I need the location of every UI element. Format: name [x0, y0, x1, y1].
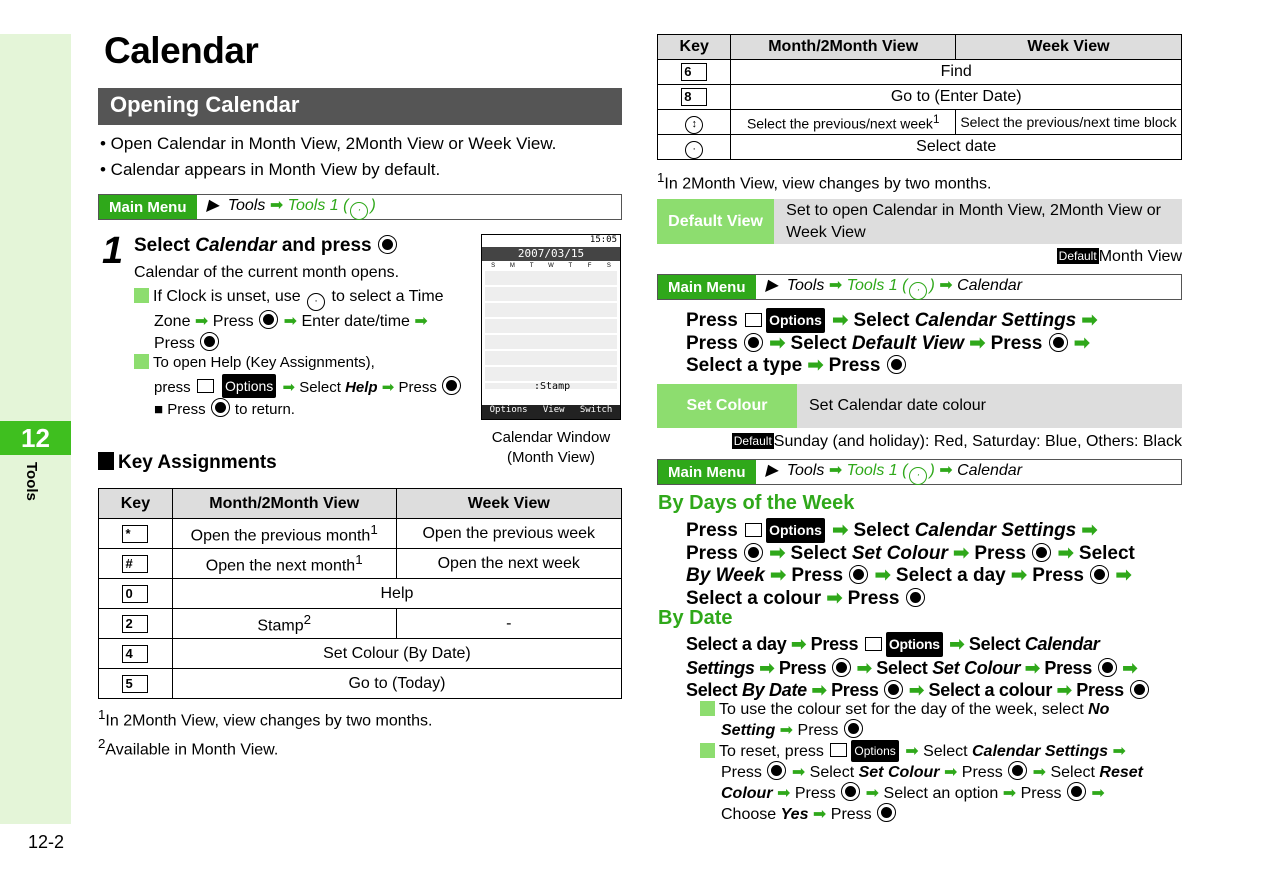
table-row: 8 Go to (Enter Date) — [658, 85, 1182, 110]
zero-key-icon: 0 — [122, 585, 148, 603]
by-date-note-1: To use the colour set for the day of the week, select No Setting ➡ Press — [700, 700, 1182, 741]
by-days-heading: By Days of the Week — [658, 492, 855, 514]
nav-key-icon: · — [307, 293, 325, 311]
default-view-default: Default Month View — [1058, 248, 1182, 265]
step-1-text: Select Calendar and press — [134, 235, 398, 258]
table-row: ↕ Select the previous/next week$^1$ Select the previous/next time block — [658, 110, 1182, 135]
six-key-icon: 6 — [681, 63, 707, 81]
note-help: To open Help (Key Assignments), press Options ➡ Select Help ➡ Press ■ Press to return. — [134, 352, 479, 421]
star-key-icon: * — [122, 525, 148, 543]
section-heading: Opening Calendar — [98, 88, 622, 125]
phone-calendar-grid: S M T W T F S — [491, 263, 611, 269]
table-row: 4 Set Colour (By Date) — [99, 639, 622, 669]
nav-key-icon: · — [909, 467, 927, 485]
phone-softkeys: Options View Switch — [482, 405, 620, 419]
center-key-icon — [1050, 334, 1067, 351]
footnotes-left: $^1$In 2Month View, view changes by two months. $^2$Available in Month View. — [98, 707, 433, 759]
default-view-steps: Press Options ➡ Select Calendar Settings ➡ Press ➡ Select Default View ➡ Press ➡ Select a type ➡ Press — [686, 310, 1098, 376]
key-assignments-heading: Key Assignments — [98, 452, 277, 474]
note-marker-icon — [134, 288, 149, 303]
table-row: * Open the previous month$^1$ Open the previous week — [99, 519, 622, 549]
center-key-icon — [745, 334, 762, 351]
set-colour-bar: Set Colour Set Calendar date colour — [657, 384, 1182, 428]
nav-up-down-icon: ↕ — [685, 116, 703, 134]
center-key-icon — [443, 377, 460, 394]
default-view-bar: Default View Set to open Calendar in Month View, 2Month View or Week View — [657, 199, 1182, 244]
phone-date-bar: 2007/03/15 — [482, 247, 620, 261]
key-table-right: Key Month/2Month View Week View 6 Find 8 Go to (Enter Date) ↕ Select the previous/next week$^1$ Select the previous/next time block · Select date — [657, 34, 1182, 160]
step-1-desc: Calendar of the current month opens. — [134, 264, 400, 281]
main-menu-path: Main Menu ▶ Tools ➡ Tools 1 ( · ) ➡ Calendar — [657, 459, 1182, 485]
set-colour-default: Default Sunday (and holiday): Red, Saturday: Blue, Others: Black — [733, 433, 1182, 450]
main-menu-path: Main Menu ▶ Tools ➡ Tools 1 ( · ) ➡ Calendar — [657, 274, 1182, 300]
main-menu-path: Main Menu ▶ Tools ➡ Tools 1 ( · ) — [98, 194, 622, 220]
phone-caption: Calendar Window (Month View) — [491, 429, 611, 466]
bullet-2: • Calendar appears in Month View by default. — [100, 160, 441, 179]
options-softkey-icon: Options — [766, 308, 825, 333]
table-row: 0 Help — [99, 579, 622, 609]
by-date-steps: Select a day ➡ Press Options ➡ Select Calendar Settings ➡ Press ➡ Select Set Colour ➡ Press ➡ Select By Date ➡ Press ➡ Select a colour ➡ Press — [686, 632, 1186, 702]
center-key-icon — [212, 399, 229, 416]
phone-calendar-cells — [485, 271, 617, 389]
center-key-icon — [201, 333, 218, 350]
page-title: Calendar — [104, 30, 259, 71]
by-days-steps: Press Options ➡ Select Calendar Settings ➡ Press ➡ Select Set Colour ➡ Press ➡ Select By Week ➡ Press ➡ Select a day ➡ Press ➡ Select a colour ➡ Press — [686, 520, 1135, 609]
chapter-number: 12 — [0, 421, 71, 455]
calendar-screen-image — [481, 234, 621, 420]
two-key-icon: 2 — [122, 615, 148, 633]
nav-key-icon: · — [909, 282, 927, 300]
footnote-right: $^1$In 2Month View, view changes by two months. — [657, 170, 992, 193]
phone-stamp-hint: :Stamp — [534, 381, 571, 392]
main-menu-tag: Main Menu — [99, 195, 197, 219]
bullet-1: • Open Calendar in Month View, 2Month View or Week View. — [100, 134, 557, 153]
by-date-heading: By Date — [658, 607, 733, 629]
table-row: · Select date — [658, 135, 1182, 160]
nav-key-icon: · — [350, 202, 368, 220]
four-key-icon: 4 — [122, 645, 148, 663]
by-date-note-2: To reset, press Options ➡ Select Calendar Settings ➡ Press ➡ Select Set Colour ➡ Press ➡ Select Reset Colour ➡ Press ➡ Select an option ➡ Press ➡ Choose Yes ➡ Press — [700, 740, 1182, 825]
chapter-label: Tools — [23, 462, 40, 501]
five-key-icon: 5 — [122, 675, 148, 693]
center-key-icon — [888, 356, 905, 373]
mail-key-icon — [745, 523, 762, 537]
table-row: # Open the next month$^1$ Open the next week — [99, 549, 622, 579]
center-key-icon — [379, 236, 396, 253]
note-marker-icon — [134, 354, 149, 369]
step-number: 1 — [102, 230, 124, 272]
table-row: 6 Find — [658, 60, 1182, 85]
center-key-icon — [260, 311, 277, 328]
eight-key-icon: 8 — [681, 88, 707, 106]
mail-key-icon — [197, 379, 214, 393]
table-row: 2 Stamp$^2$ - — [99, 609, 622, 639]
mail-key-icon — [745, 313, 762, 327]
phone-status-bar: 15:05 — [589, 235, 617, 245]
table-row: 5 Go to (Today) — [99, 669, 622, 699]
note-clock: If Clock is unset, use · to select a Time Zone ➡ Press ➡ Enter date/time ➡ Press — [134, 286, 479, 355]
options-softkey-icon: Options — [222, 374, 276, 398]
key-table-left: Key Month/2Month View Week View * Open the previous month$^1$ Open the previous week # Open the next month$^1$ Open the next week 0 Help 2 Stamp$^2$ - 4 Set Colour (By Date) 5 Go to (Today) — [98, 488, 622, 699]
nav-key-icon: · — [685, 141, 703, 159]
hash-key-icon: # — [122, 555, 148, 573]
page-number: 12-2 — [28, 832, 65, 852]
